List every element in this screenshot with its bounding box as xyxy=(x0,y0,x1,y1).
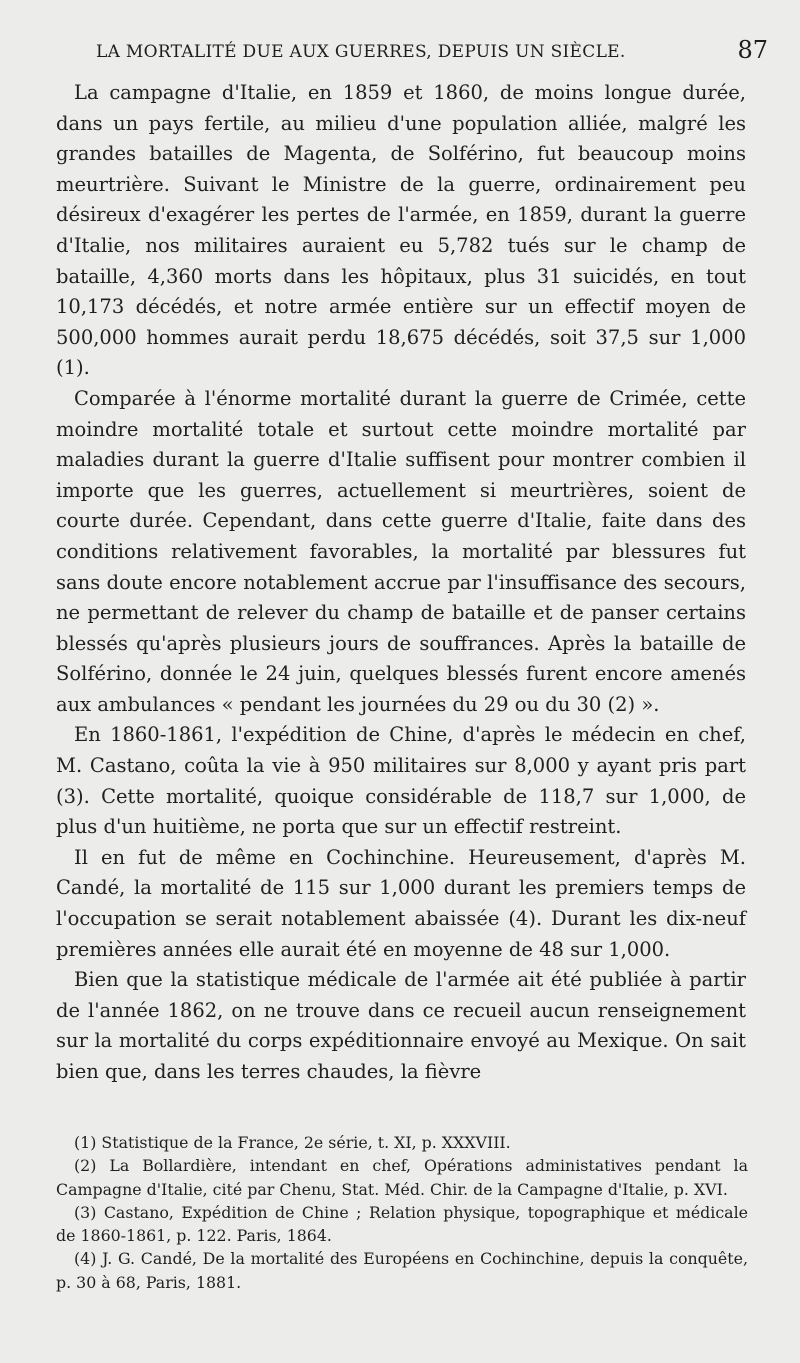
running-title: LA MORTALITÉ DUE AUX GUERRES, DEPUIS UN SIÈCLE. xyxy=(96,42,626,62)
body-text xyxy=(56,78,746,1088)
paragraph: Bien que la statistique médicale de l'armée ait été publiée à partir de l'année 1862, on ne trouve dans ce recueil aucun renseignement sur la mortalité du corps expéditionnaire envoyé au Mexique. On sait bien que, dans les terres chaudes, la fièvre xyxy=(56,968,746,1083)
footnote: (4) J. G. Candé, De la mortalité des Européens en Cochinchine, depuis la conquête, p. 30 à 68, Paris, 1881. xyxy=(56,1249,748,1292)
footnote: (1) Statistique de la France, 2e série, t. XI, p. XXXVIII. xyxy=(74,1133,511,1152)
footnote: (2) La Bollardière, intendant en chef, Opérations administatives pendant la Campagne d'Italie, cité par Chenu, Stat. Méd. Chir. de la Campagne d'Italie, p. XVI. xyxy=(56,1156,748,1199)
paragraph: En 1860-1861, l'expédition de Chine, d'après le médecin en chef, M. Castano, coûta la vie à 950 militaires sur 8,000 y ayant pris part (3). Cette mortalité, quoique considérable de 118,7 sur 1,000, de plus d'un huitième, ne porta que sur un effectif restreint. xyxy=(56,723,746,839)
running-head xyxy=(96,36,768,70)
footnotes xyxy=(56,1131,748,1294)
paragraph: La campagne d'Italie, en 1859 et 1860, de moins longue durée, dans un pays fertile, au milieu d'une population alliée, malgré les grandes batailles de Magenta, de Solférino, fut beaucoup moins meurtrière. Suivant le Ministre de la guerre, ordinairement peu désireux d'exagérer les pertes de l'armée, en 1859, durant la guerre d'Italie, nos militaires auraient eu 5,782 tués sur le champ de bataille, 4,360 morts dans les hôpitaux, plus 31 suicidés, en tout 10,173 décédés, et notre armée entière sur un effectif moyen de 500,000 hommes aurait perdu 18,675 décédés, soit 37,5 sur 1,000 (1). xyxy=(56,81,746,380)
page-number: 87 xyxy=(737,36,768,64)
footnote: (3) Castano, Expédition de Chine ; Relation physique, topographique et médicale de 1860-1861, p. 122. Paris, 1864. xyxy=(56,1202,748,1246)
paragraph: Comparée à l'énorme mortalité durant la guerre de Crimée, cette moindre mortalité totale et surtout cette moindre mortalité par maladies durant la guerre d'Italie suffisent pour montrer combien il importe que les guerres, actuellement si meurtrières, soient de courte durée. Cependant, dans cette guerre d'Italie, faite dans des conditions relativement favorables, la mortalité par blessures fut sans doute encore notablement accrue par l'insuffisance des secours, ne permettant de relever du champ de bataille et de panser certains blessés qu'après plusieurs jours de souffrances. Après la bataille de Solférino, donnée le 24 juin, quelques blessés furent encore amenés aux ambulances « pendant les journées du 29 ou du 30 (2) ». xyxy=(56,386,746,716)
paragraph: Il en fut de même en Cochinchine. Heureusement, d'après M. Candé, la mortalité de 115 sur 1,000 durant les premiers temps de l'occupation se serait notablement abaissée (4). Durant les dix-neuf premières années elle aurait été en moyenne de 48 sur 1,000. xyxy=(56,845,746,961)
